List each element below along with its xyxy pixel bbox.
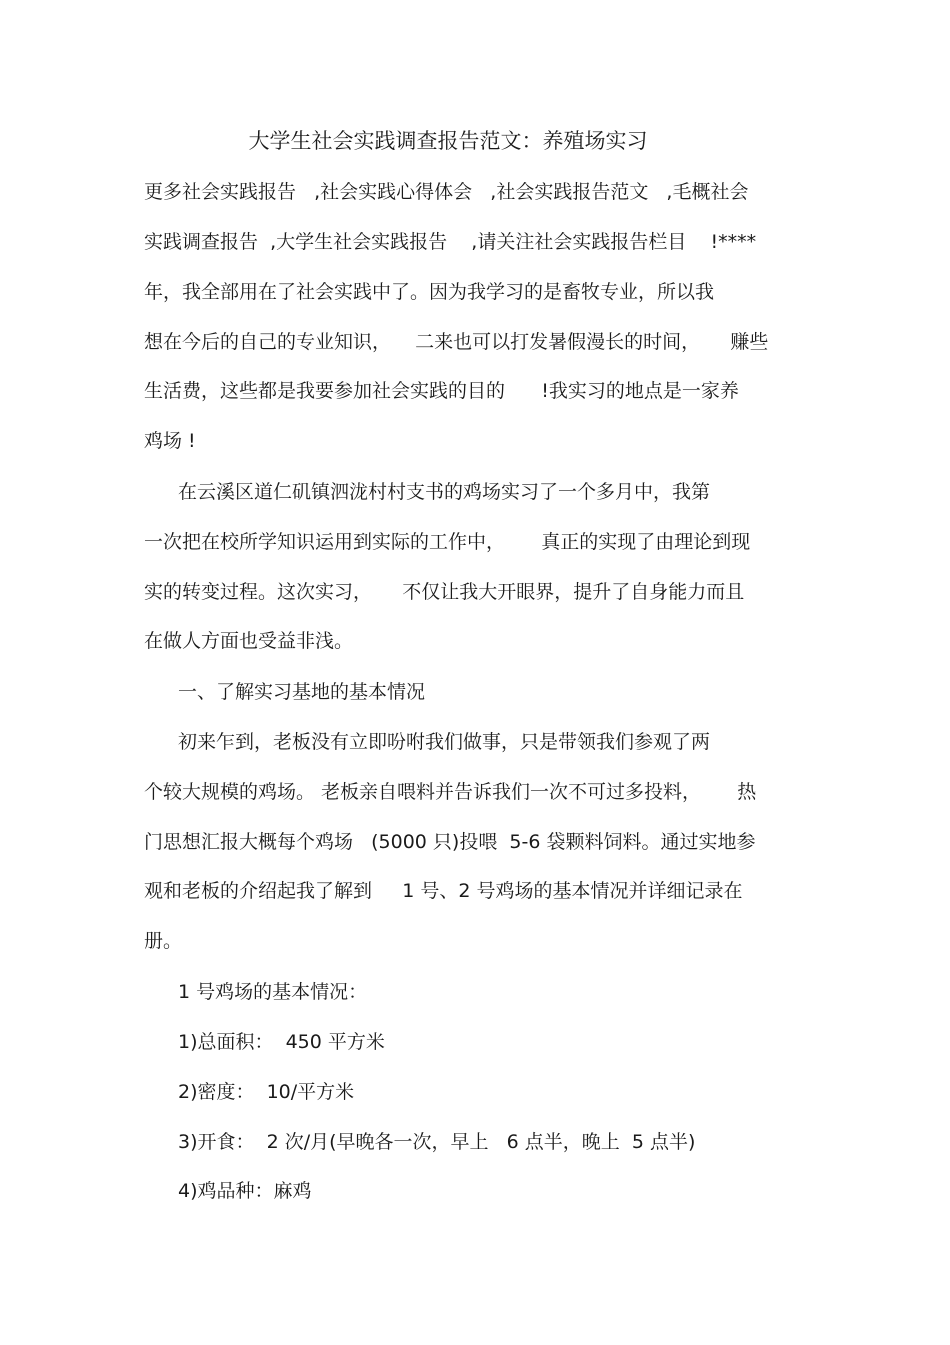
paragraph-line-8: 一次把在校所学知识运用到实际的工作中， 真正的实现了由理论到现: [144, 531, 751, 553]
paragraph-line-5: 生活费，这些都是我要参加社会实践的目的 !我实习的地点是一家养: [144, 380, 739, 402]
paragraph-line-4: 想在今后的自己的专业知识， 二来也可以打发暑假漫长的时间， 赚些: [144, 331, 769, 353]
paragraph-line-15: 观和老板的介绍起我了解到 1 号、2 号鸡场的基本情况并详细记录在: [144, 880, 743, 902]
list-item-breed: 4)鸡品种：麻鸡: [178, 1180, 312, 1202]
farm-1-heading: 1 号鸡场的基本情况：: [178, 981, 368, 1003]
paragraph-line-1: 更多社会实践报告 ,社会实践心得体会 ,社会实践报告范文 ,毛概社会: [144, 181, 749, 203]
paragraph-line-3: 年，我全部用在了社会实践中了。因为我学习的是畜牧专业，所以我: [144, 281, 715, 303]
paragraph-line-2: 实践调查报告 ,大学生社会实践报告 ,请关注社会实践报告栏目 !****: [144, 231, 757, 253]
list-item-density: 2)密度： 10/平方米: [178, 1081, 355, 1103]
paragraph-line-13: 个较大规模的鸡场。 老板亲自喂料并告诉我们一次不可过多投料， 热: [144, 781, 757, 803]
paragraph-line-12: 初来乍到，老板没有立即吩咐我们做事，只是带领我们参观了两: [178, 731, 711, 753]
paragraph-line-6: 鸡场 !: [144, 430, 196, 452]
paragraph-line-7: 在云溪区道仁矶镇泗泷村村支书的鸡场实习了一个多月中，我第: [178, 481, 711, 503]
paragraph-line-10: 在做人方面也受益非浅。: [144, 630, 354, 652]
document-title: 大学生社会实践调查报告范文：养殖场实习: [248, 129, 648, 153]
list-item-total-area: 1)总面积： 450 平方米: [178, 1031, 385, 1053]
paragraph-line-14: 门思想汇报大概每个鸡场 (5000 只)投喂 5-6 袋颗料饲料。通过实地参: [144, 831, 756, 853]
paragraph-line-9: 实的转变过程。这次实习， 不仅让我大开眼界，提升了自身能力而且: [144, 581, 745, 603]
section-heading: 一、了解实习基地的基本情况: [178, 681, 426, 703]
list-item-feeding: 3)开食： 2 次/月(早晚各一次，早上 6 点半，晚上 5 点半): [178, 1131, 696, 1153]
paragraph-line-16: 册。: [144, 930, 183, 952]
